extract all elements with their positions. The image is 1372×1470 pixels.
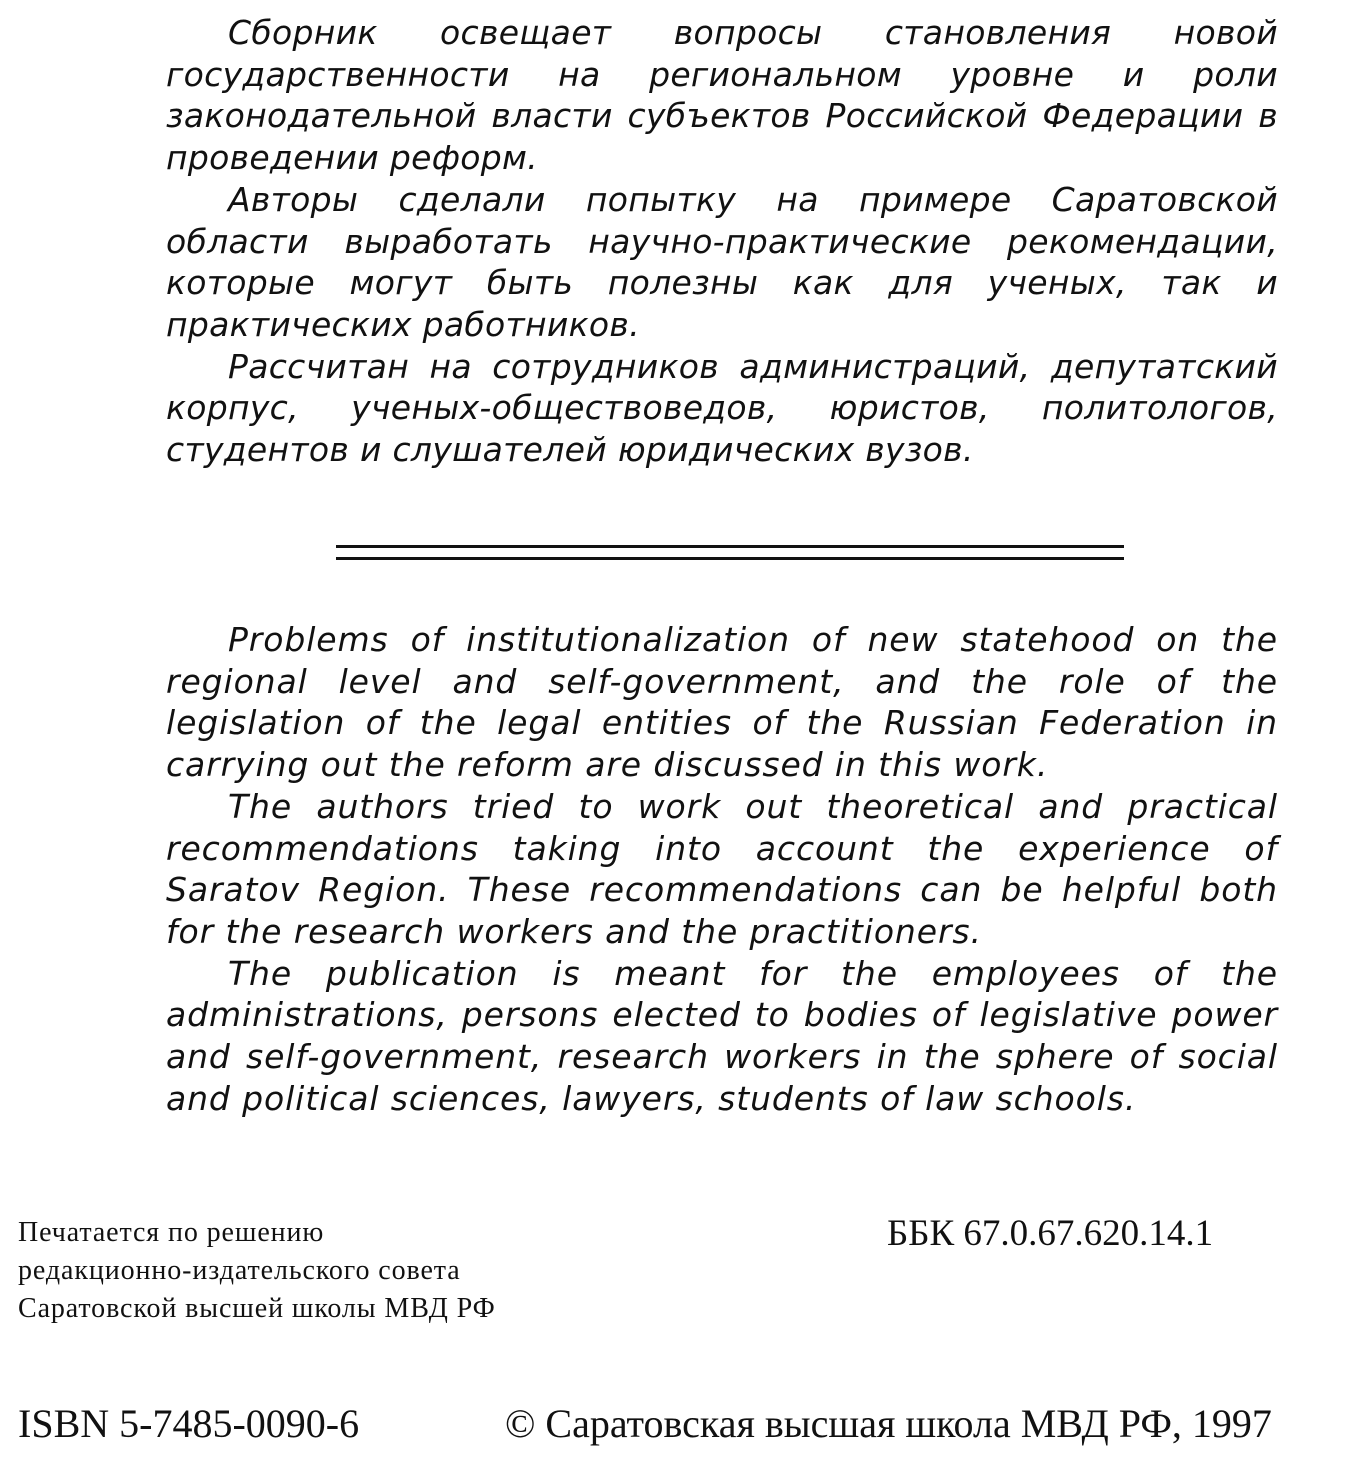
isbn-number: ISBN 5-7485-0090-6 xyxy=(18,1401,360,1446)
abstract-en-paragraph: Problems of institutionalization of new statehood on the regional level and self-government, and the role of the legislation of the legal entities of the Russian Federation in carrying out the reform are discussed in this work. xyxy=(166,620,1278,785)
abstract-ru-paragraph: Рассчитан на сотрудников администраций, депутатский корпус, ученых-обществоведов, юристов, политологов, студентов и слушателей юридических вузов. xyxy=(166,346,1278,470)
imprint-line: Саратовской высшей школы МВД РФ xyxy=(18,1293,496,1324)
section-divider-rule xyxy=(336,545,1124,548)
abstract-ru-paragraph: Сборник освещает вопросы становления новой государственности на региональном уровне и роли законодательной власти субъектов Российской Федерации в проведении реформ. xyxy=(166,13,1278,178)
imprint-line: редакционно-издательского совета xyxy=(18,1255,461,1286)
bbk-classification: ББК 67.0.67.620.14.1 xyxy=(887,1213,1214,1254)
abstract-english xyxy=(166,619,1278,1119)
abstract-ru-paragraph: Авторы сделали попытку на примере Саратовской области выработать научно-практические рекомендации, которые могут быть полезны как для ученых, так и практических работников. xyxy=(166,179,1278,344)
copyright-notice: © Саратовская высшая школа МВД РФ, 1997 xyxy=(505,1401,1272,1446)
section-divider-rule xyxy=(336,557,1124,560)
imprint-line: Печатается по решению xyxy=(18,1217,325,1248)
abstract-russian xyxy=(166,12,1278,471)
abstract-en-paragraph: The authors tried to work out theoretical and practical recommendations taking into account the experience of Saratov Region. These recommendations can be helpful both for the research workers and the practitioners. xyxy=(166,786,1278,951)
abstract-en-paragraph: The publication is meant for the employees of the administrations, persons elected to bodies of legislative power and self-government, research workers in the sphere of social and political sciences, lawyers, students of law schools. xyxy=(166,953,1278,1118)
publication-imprint xyxy=(18,1214,496,1328)
